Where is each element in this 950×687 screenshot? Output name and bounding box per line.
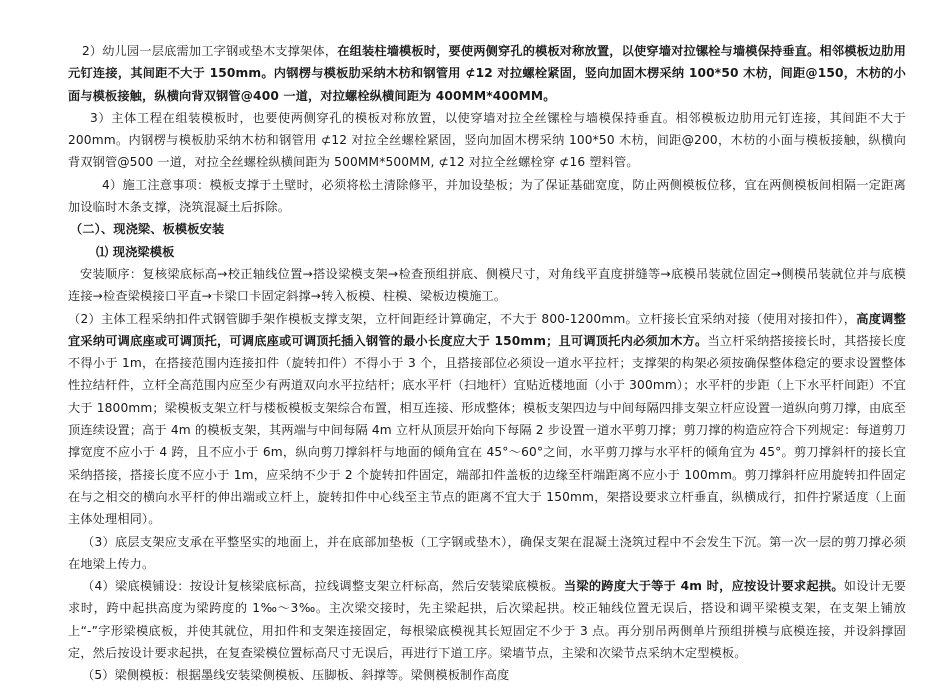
subsection-heading: ⑴ 现浇梁模板 — [96, 244, 175, 259]
paragraph-2-bold-text: 在组装柱墙模板时，要使两侧穿孔的模板对称放置，以使穿墙对拉镙栓与墙模保持垂直。相邻模板边肋用元钉连接，其间距不大于 150mm。内钢楞与模板肋采纳木枋和钢管用 ⊄12 对拉螺栓紧固，竖向加固木楞采纳 100*50 木枋，间距@150，木枋的小面与模板接触，纵横向背双钢管@400 一道，对拉螺栓纵横间距为 400MM*400MM。 — [68, 44, 906, 103]
paragraph-beam-bottom-bold-text: 当梁的跨度大于等于 4m 时，应按设计要求起拱。 — [563, 579, 844, 594]
paragraph-support-frame-text-2: 当立杆采纳搭接接长时，其搭接长度不得小于 1m，在搭接范围内连接扣件（旋转扣件）不得小于 3 个，且搭接部位必须设一道水平拉杆；支撑架的构架必须按确保整体稳定的要求设置整体性拉结杆件，立杆全高范围内应至少有两道双向水平拉结杆；底水平杆（扫地杆）宜贴近楼地面（小于 300mm）；水平杆的步距（上下水平杆间距）不宜大于 1800mm；梁模板支架立杆与楼板模板支架综合布置，相互连接、形成整体；模板支架四边与中间每隔四排支架立杆应设置一道纵向剪刀撑，由底至顶连续设置；高于 4m 的模板支架，其两端与中间每隔 4m 立杆从顶层开始向下每隔 2 步设置一道水平剪刀撑；剪刀撑的构造应符合下列规定：每道剪刀撑宽度不应小于 4 跨，且不应小于 6m，纵向剪刀撑斜杆与地面的倾角宜在 45°～60°之间，水平剪刀撑与水平杆的倾角宜为 45°。剪刀撑斜杆的接长宜采纳搭接，搭接长度不应小于 1m，应采纳不少于 2 个旋转扣件固定，端部扣件盖板的边缘至杆端距离不应小于 100mm。剪刀撑斜杆应用旋转扣件固定在与之相交的横向水平杆的伸出端或立杆上，旋转扣件中心线至主节点的距离不宜大于 150mm，架搭设要求立杆垂直，纵横成行，扣件拧紧适度（上面主体处理相同）。 — [68, 333, 906, 527]
paragraph-beam-bottom — [68, 575, 906, 664]
section-heading: （二）、现浇梁、板模板安装 — [70, 222, 225, 237]
paragraph-beam-bottom-text: （4）梁底模铺设：按设计复核梁底标高，拉线调整支架立杆标高，然后安装梁底模板。 — [82, 579, 564, 594]
paragraph-4: 4）施工注意事项：模板支撑于土壁时，必须将松土清除修平，并加设垫板；为了保证基础宽度，防止两侧模板位移，宜在两侧模板间相隔一定距离加设临时木条支撑，浇筑混凝土后拆除。 — [68, 177, 906, 215]
paragraph-2 — [68, 40, 906, 107]
paragraph-3: 3）主体工程在组装模板时，也要使两侧穿孔的模板对称放置，以使穿墙对拉全丝镙栓与墙模保持垂直。相邻模板边肋用元钉连接，其间距不大于 200mm。内钢楞与模板肋采纳木枋和钢管用 ⊄12 对拉全丝螺栓紧固，竖向加固木楞采纳 100*50 木枋，间距@200，木枋的小面与模板接触，纵横向背双钢管@500 一道，对拉全丝螺栓纵横间距为 500MM*500MM, ⊄12 对拉全丝螺栓穿 ⊄16 塑料管。 — [68, 110, 906, 170]
paragraph-install-order: 安装顺序：复核梁底标高→校正轴线位置→搭设梁模支架→检查预组拼底、侧模尺寸，对角线平直度拼缝等→底模吊装就位固定→侧模吊装就位并与底模连接→检查梁模接口平直→卡梁口卡固定斜撑→转入板模、柱模、梁板边模施工。 — [68, 266, 906, 304]
document-body — [68, 40, 906, 687]
paragraph-2-text: 2）幼儿园一层底需加工字钢或垫木支撑架体， — [82, 44, 338, 58]
paragraph-base-support: （3）底层支架应支承在平整坚实的地面上，并在底部加垫板（工字钢或垫木），确保支架在混凝土浇筑过程中不会发生下沉。第一次一层的剪刀撑必须在地梁上传力。 — [68, 534, 906, 571]
paragraph-support-frame-bold-text: 高度调整宜采纳可调底座或可调顶托，可调底座或可调顶托插入钢管的最小长度应大于 150mm；且可调顶托内必须加木方。 — [68, 311, 906, 348]
paragraph-support-frame-text: （2）主体工程采纳扣件式钢管脚手架作模板支撑支架，立杆间距经计算确定，不大于 800-1200mm。立杆接长宜采纳对接（使用对接扣件）， — [68, 311, 857, 326]
paragraph-beam-bottom-text-2: 如设计无要求时，跨中起拱高度为梁跨度的 1‰～3‰。主次梁交接时，先主梁起拱，后次梁起拱。校正轴线位置无误后，搭设和调平梁模支架，在支架上铺放上“-”字形梁模底板，并使其就位，用扣件和支架连接固定，每根梁底模视其长短固定不少于 3 点。再分别吊两侧单片预组拼模与底模连接，并设斜撑固定，然后按设计要求起拱，在复查梁模位置标高尺寸无误后，再进行下道工序。梁墙节点，主梁和次梁节点采纳木定型模板。 — [68, 579, 907, 661]
paragraph-beam-side: （5）梁侧模板：根据墨线安装梁侧模板、压脚板、斜撑等。梁侧模板制作高度 — [82, 668, 510, 683]
paragraph-support-frame — [68, 308, 906, 531]
